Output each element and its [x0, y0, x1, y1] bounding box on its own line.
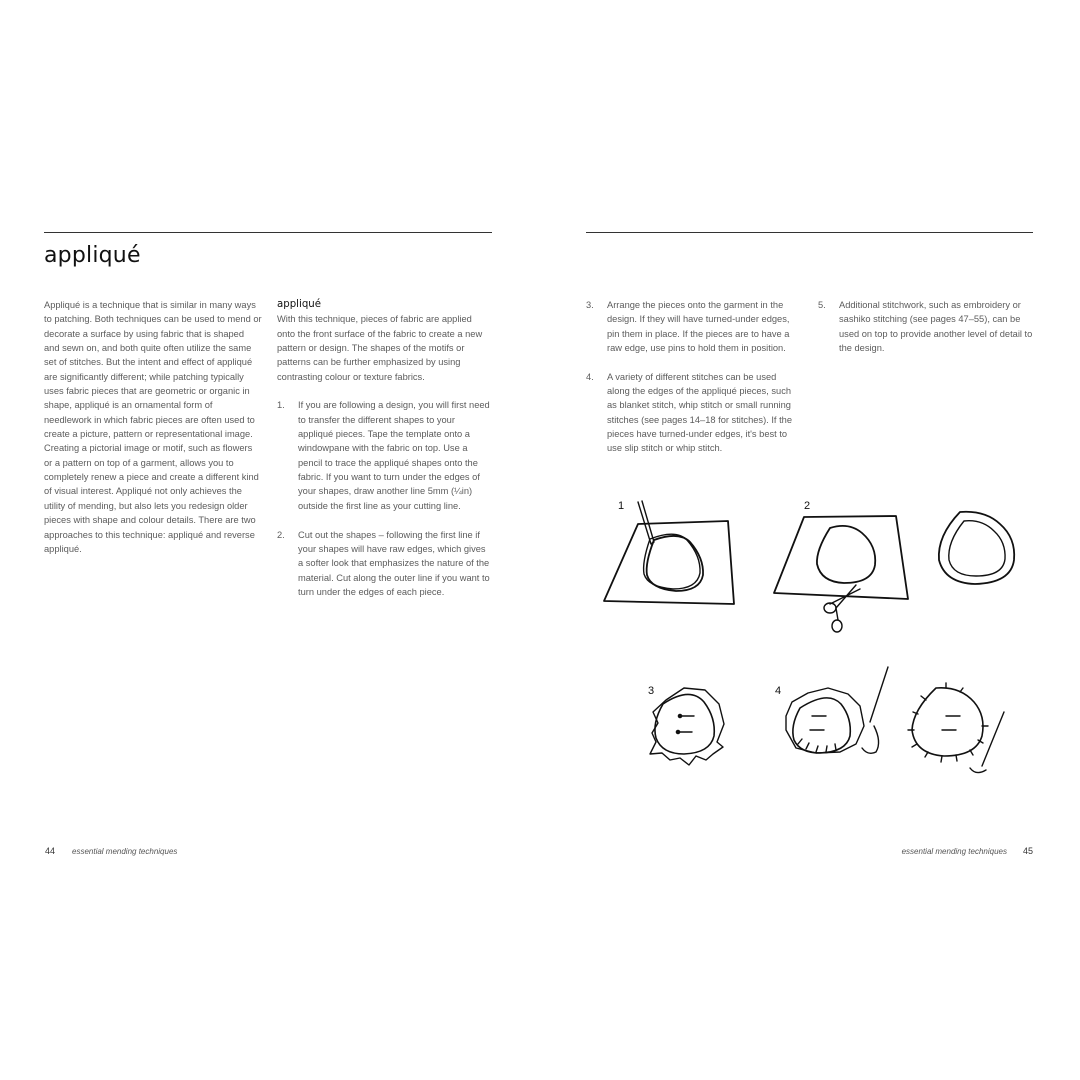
pins — [942, 716, 960, 730]
sub-intro-paragraph: With this technique, pieces of fabric are applied onto the front surface of the fabric to create a new pattern or design. The shapes of the motifs or patterns can be further emphasized by using contrasting colour or texture fabrics. — [277, 314, 483, 382]
applique-illustration — [590, 490, 1030, 790]
scissors-handle — [832, 620, 842, 632]
figure-label: 2 — [804, 500, 811, 512]
pencil-icon — [638, 501, 654, 544]
figure-3-pin — [648, 685, 724, 765]
intro-paragraph: Appliqué is a technique that is similar in many ways to patching. Both techniques can be used to mend or decorate a surface by using fabric that is shaped and sewn on, and both quite often utilize the same set of stitches. But the intent and effect of appliqué are significantly different; while patching typically uses fabric pieces that are geometric or organic in shape, appliqué is an ornamental form of needlework in which fabric pieces are often used to create a picture, pattern or representational image. Creating a pictorial image or motif, such as flowers or a pattern on top of a garment, allows you to completely renew a piece and create a different kind of visual interest. Appliqué not only achieves the utility of mending, but also lets you redesign older pieces with shape and colour details. There are two approaches to this technique: appliqué and reverse appliqué. — [44, 300, 262, 554]
page-title: appliqué — [44, 243, 141, 268]
running-head-right: essential mending techniques — [901, 847, 1007, 856]
figure-label: 3 — [648, 685, 655, 697]
figure-label: 1 — [618, 500, 625, 512]
drop-shape — [817, 526, 875, 583]
fabric-piece — [774, 516, 908, 599]
figure-2-cut — [774, 500, 908, 632]
figure-1-trace — [604, 500, 734, 604]
step-text: Additional stitchwork, such as embroidery or sashiko stitching (see pages 47–55), can be used on top to provide another level of detail to the design. — [839, 300, 1033, 354]
intro-column — [44, 298, 262, 556]
pin-head — [676, 730, 679, 733]
steps-column-3-4 — [586, 298, 800, 456]
step-5 — [818, 298, 1033, 355]
step-number: 1. — [277, 400, 285, 411]
pin-head — [678, 714, 681, 717]
needle-icon — [970, 712, 1004, 773]
figure-2-cut-piece — [939, 512, 1014, 584]
step-text: Cut out the shapes – following the first line if your shapes will have raw edges, which gives a softer look that emphasizes the nature of the material. Cut along the outer line if you want to turn under the edges of each piece. — [298, 529, 490, 597]
pins — [810, 716, 826, 730]
needle-icon — [862, 667, 888, 753]
step-number: 2. — [277, 529, 285, 540]
page-number-left: 44 — [45, 846, 56, 856]
fabric-piece — [604, 521, 734, 604]
step-2 — [277, 528, 492, 600]
step-3 — [586, 298, 800, 355]
step-text: Arrange the pieces onto the garment in the design. If they will have turned-under edges, pin them in place. If the pieces are to have a raw edge, use pins to hold them in position. — [607, 300, 790, 354]
page-number-right: 45 — [1022, 846, 1033, 856]
pins — [678, 716, 694, 732]
header-rule-right — [586, 232, 1033, 233]
step-number: 5. — [818, 300, 826, 310]
drop-shape-inner — [949, 521, 1005, 576]
drop-shape — [655, 694, 714, 754]
drop-shape — [793, 698, 850, 753]
subheading: appliqué — [277, 299, 322, 310]
running-head-left: essential mending techniques — [72, 847, 178, 856]
figure-5-finished — [908, 683, 1004, 773]
step-text: A variety of different stitches can be used along the edges of the appliqué pieces, such as blanket stitch, whip stitch or small running stitches (see pages 14–18 for stitches). If the pieces have turned-under edges, it's best to use slip stitch or whip stitch. — [607, 371, 793, 454]
step-number: 3. — [586, 300, 594, 310]
applique-column — [277, 298, 492, 599]
header-rule-left — [44, 232, 492, 233]
figure-label: 4 — [775, 685, 782, 697]
blanket-stitches — [908, 683, 988, 762]
figure-4-stitch — [775, 667, 888, 753]
scissors-icon — [836, 608, 838, 620]
step-1 — [277, 398, 492, 513]
steps-column-5 — [818, 298, 1033, 355]
step-number: 4. — [586, 371, 594, 382]
step-text: If you are following a design, you will first need to transfer the different shapes to your appliqué pieces. Tape the template onto a windowpane with the fabric on top. Use a pencil to trace the appliqué shapes onto the fabric. If you want to turn under the edges of your shapes, draw another line 5mm (¼in) outside the first line as your cutting line. — [298, 400, 490, 511]
step-4 — [586, 370, 800, 456]
